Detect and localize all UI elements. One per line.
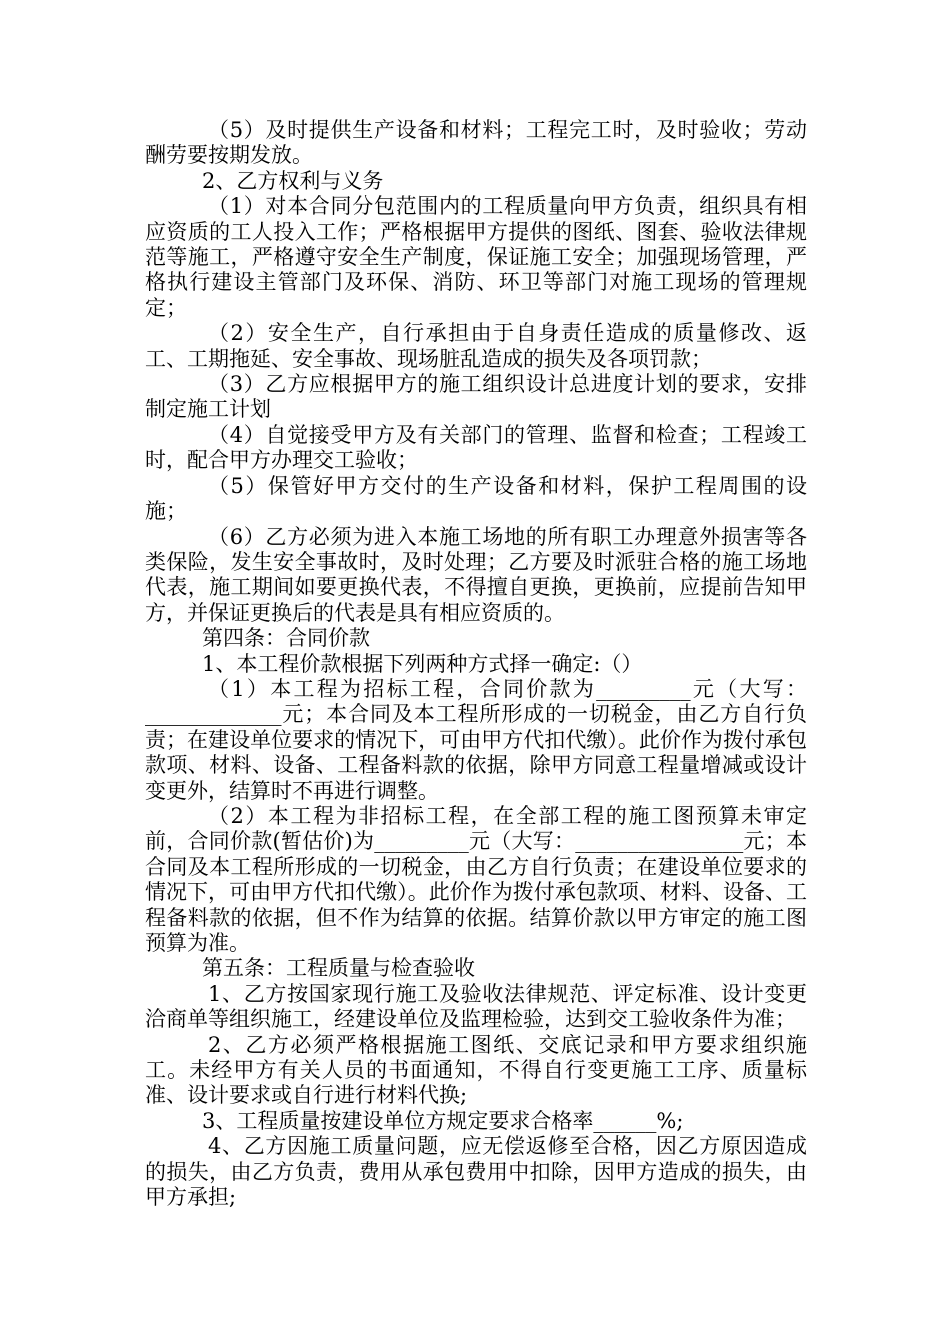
paragraph-party-b-5: （5）保管好甲方交付的生产设备和材料，保护工程周围的设施； [145, 473, 807, 524]
paragraph-quality-3: 3、工程质量按建设单位方规定要求合格率______%; [202, 1108, 684, 1133]
paragraph-party-b-6: （6）乙方必须为进入本施工场地的所有职工办理意外损害等各类保险，发生安全事故时，及时处理；乙方要及时派驻合格的施工场地代表，施工期间如要更换代表，不得擅自更换，更换前，应提前告知甲方，并保证更换后的代表是具有相应资质的。 [145, 524, 807, 625]
paragraph-party-b-2: （2）安全生产，自行承担由于自身责任造成的质量修改、返工、工期拖延、安全事故、现场脏乱造成的损失及各项罚款； [145, 321, 807, 371]
paragraph-quality-2: 2、乙方必须严格根据施工图纸、交底记录和甲方要求组织施工。未经甲方有关人员的书面通知，不得自行变更施工工序、质量标准、设计要求或自行进行材料代换; [145, 1032, 807, 1108]
paragraph-quality-1: 1、乙方按国家现行施工及验收法律规范、评定标准、设计变更洽商单等组织施工，经建设单位及监理检验，达到交工验收条件为准； [145, 981, 807, 1032]
paragraph-quality-4: 4、乙方因施工质量问题，应无偿返修至合格，因乙方原因造成的损失，由乙方负责，费用从承包费用中扣除，因甲方造成的损失，由甲方承担; [145, 1134, 807, 1210]
paragraph-price-tender: （1）本工程为招标工程，合同价款为_________元（大写：_____________元；本合同及本工程所形成的一切税金，由乙方自行负责；在建设单位要求的情况下，可由甲方代扣代缴）。此价作为拨付承包款项、材料、设备、工程备料款的依据，除甲方同意工程量增减或设计变更外，结算时不再进行调整。 [145, 676, 807, 803]
document-page [145, 118, 807, 1210]
heading-article-4: 第四条：合同价款 [202, 626, 370, 651]
paragraph-price-non-tender: （2）本工程为非招标工程，在全部工程的施工图预算未审定前，合同价款(暂估价)为_________元（大写：________________元；本合同及本工程所形成的一切税金，由乙方自行负责；在建设单位要求的情况下，可由甲方代扣代缴）。此价作为拨付承包款项、材料、设备、工程备料款的依据，但不作为结算的依据。结算价款以甲方审定的施工图预算为准。 [145, 803, 807, 955]
paragraph-party-b-1: （1）对本合同分包范围内的工程质量向甲方负责，组织具有相应资质的工人投入工作；严格根据甲方提供的图纸、图套、验收法律规范等施工，严格遵守安全生产制度，保证施工安全；加强现场管理，严格执行建设主管部门及环保、消防、环卫等部门对施工现场的管理规定； [145, 194, 807, 320]
paragraph-price-method: 1、本工程价款根据下列两种方式择一确定:（） [202, 651, 643, 676]
heading-article-5: 第五条：工程质量与检查验收 [202, 956, 475, 981]
heading-party-b-rights: 2、乙方权利与义务 [202, 168, 384, 193]
paragraph-party-b-4: （4）自觉接受甲方及有关部门的管理、监督和检查；工程竣工时，配合甲方办理交工验收； [145, 422, 807, 473]
paragraph-party-a-duty-5: （5）及时提供生产设备和材料；工程完工时，及时验收；劳动酬劳要按期发放。 [145, 118, 807, 168]
paragraph-party-b-3: （3）乙方应根据甲方的施工组织设计总进度计划的要求，安排制定施工计划 [145, 372, 807, 422]
